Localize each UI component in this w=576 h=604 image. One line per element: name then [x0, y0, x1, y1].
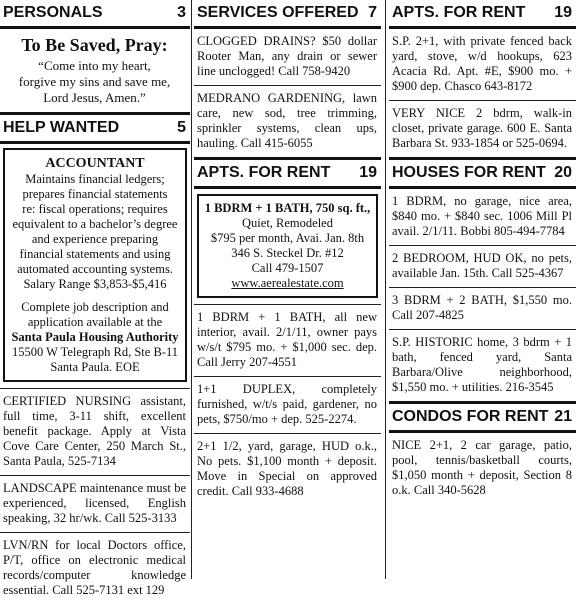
section-number: 3 [177, 4, 186, 21]
ad-line: Call 479-1507 [251, 261, 324, 275]
section-header-houses [389, 157, 576, 189]
spacer [10, 292, 180, 300]
ad-line: 346 S. Steckel Dr. #12 [231, 246, 344, 260]
ad-line: prepares financial statements [22, 187, 168, 201]
ad-certified-nursing: CERTIFIED NURSING assistant, full time, 3-11 shift, excellent benefit package. Apply at Vista Cove Care Center, 250 March St., Santa Paula, 525-7134 [0, 388, 190, 476]
ad-1bdrm-interior: 1 BDRM + 1 BATH, all new interior, avail. 2/1/11, owner pays w/s/t $795 mo. + $1,000 sec. dep. Call Jerry 207-4551 [194, 304, 381, 377]
section-header-help-wanted [0, 112, 190, 144]
pray-line: Lord Jesus, Amen.” [43, 90, 146, 105]
ad-accountant [3, 148, 187, 382]
ad-sp-2plus1: S.P. 2+1, with private fenced back yard, stove, w/d hookups, 623 Acacia Rd. Apt. #E, $900 mo. + $900 dep. Chasco 643-8172 [389, 29, 576, 101]
pray-title: To Be Saved, Pray: [21, 35, 168, 55]
ad-2-bedroom-hud: 2 BEDROOM, HUD OK, no pets, available Jan. 15th. Call 525-4367 [389, 246, 576, 288]
ad-2plus1-yard: 2+1 1/2, yard, garage, HUD o.k., No pets. $1,100 month + deposit. Move in Special on approved credit. Call 933-4688 [197, 439, 377, 498]
ad-nice-2plus1-condo: NICE 2+1, 2 car garage, patio, pool, tennis/basketball courts, $1,050 month + deposit, Section 8 o.k. Call 340-5628 [392, 438, 572, 497]
section-header-services [194, 0, 381, 29]
ad-3bdrm-2bath: 3 BDRM + 2 BATH, $1,550 mo. Call 207-4825 [389, 288, 576, 330]
ad-very-nice-2bdrm: VERY NICE 2 bdrm, walk-in closet, private garage. 600 E. Santa Barbara St. 933-1854 or 525-0694. [392, 106, 572, 150]
ad-line: 15500 W Telegraph Rd, Ste B-11 [11, 345, 178, 359]
ad-line: application available at the [27, 315, 163, 329]
ad-clogged-drains: CLOGGED DRAINS? $50 dollar Rooter Man, any drain or sewer line unclogged! Call 758-9420 [194, 29, 381, 86]
column-divider [191, 0, 192, 579]
pray-line: forgive my sins and save me, [18, 74, 171, 89]
section-number: 21 [554, 408, 572, 425]
ad-line: Complete job description and [21, 300, 169, 314]
section-title: CONDOS FOR RENT [392, 408, 549, 425]
column-left [0, 0, 190, 597]
section-header-personals [0, 0, 190, 29]
ad-website-link[interactable]: www.aerealestate.com [231, 276, 344, 290]
ad-boxed-apartment [197, 194, 378, 298]
section-header-condos [389, 401, 576, 433]
section-title: PERSONALS [3, 4, 103, 21]
section-title: HELP WANTED [3, 119, 120, 136]
ad-pray [0, 29, 190, 112]
section-title: APTS. FOR RENT [197, 164, 331, 181]
column-right [389, 0, 576, 579]
ad-line: automated accounting systems. [17, 262, 173, 276]
section-header-apts-right [389, 0, 576, 29]
ad-sp-historic: S.P. HISTORIC home, 3 bdrm + 1 bath, fenced yard, Santa Barbara/Olive neighborhood, $1,550 mo. + utilities. 216-3545 [392, 335, 572, 394]
section-number: 19 [554, 4, 572, 21]
ad-line: financial statements and using [19, 247, 171, 261]
ad-line: equivalent to a bachelor’s degree [12, 217, 178, 231]
ad-line: Maintains financial ledgers; [25, 172, 165, 186]
section-header-apts [194, 157, 381, 189]
section-number: 20 [554, 164, 572, 181]
section-title: SERVICES OFFERED [197, 4, 359, 21]
section-number: 19 [359, 164, 377, 181]
ad-1bdrm-no-garage: 1 BDRM, no garage, nice area, $840 mo. + $840 sec. 1006 Mill Pl avail. 2/1/11. Bobbi 805-494-7784 [389, 189, 576, 246]
ad-line: and experience preparing [31, 232, 159, 246]
ad-medrano-gardening: MEDRANO GARDENING, lawn care, new sod, tree trimming, sprinkler systems, clean ups, hauling. Call 415-6055 [197, 91, 377, 150]
ad-line: re: fiscal operations; requires [22, 202, 168, 216]
section-title: APTS. FOR RENT [392, 4, 526, 21]
ad-line: $795 per month, Avai. Jan. 8th [210, 231, 365, 245]
pray-line: “Come into my heart, [38, 58, 151, 73]
column-divider [385, 0, 386, 579]
ad-org: Santa Paula Housing Authority [11, 330, 179, 344]
ad-duplex: 1+1 DUPLEX, completely furnished, w/t/s paid, gardener, no pets, $750/mo + dep. 525-2274. [194, 377, 381, 434]
ad-landscape: LANDSCAPE maintenance must be experienced, licensed, English speaking, 32 hr/wk. Call 525-3133 [0, 476, 190, 533]
section-title: HOUSES FOR RENT [392, 164, 546, 181]
ad-accountant-title: ACCOUNTANT [45, 156, 145, 171]
column-middle [194, 0, 381, 579]
ad-line: Santa Paula. EOE [50, 360, 140, 374]
section-number: 7 [368, 4, 377, 21]
ad-boxed-headline: 1 BDRM + 1 BATH, 750 sq. ft., [204, 201, 371, 215]
ad-lvn-rn: LVN/RN for local Doctors office, P/T, office on electronic medical records/computer knowledge essential. Call 525-7131 ext 129 [3, 538, 186, 597]
section-number: 5 [177, 119, 186, 136]
ad-line: Quiet, Remodeled [242, 216, 333, 230]
ad-line: Salary Range $3,853-$5,416 [23, 277, 167, 291]
